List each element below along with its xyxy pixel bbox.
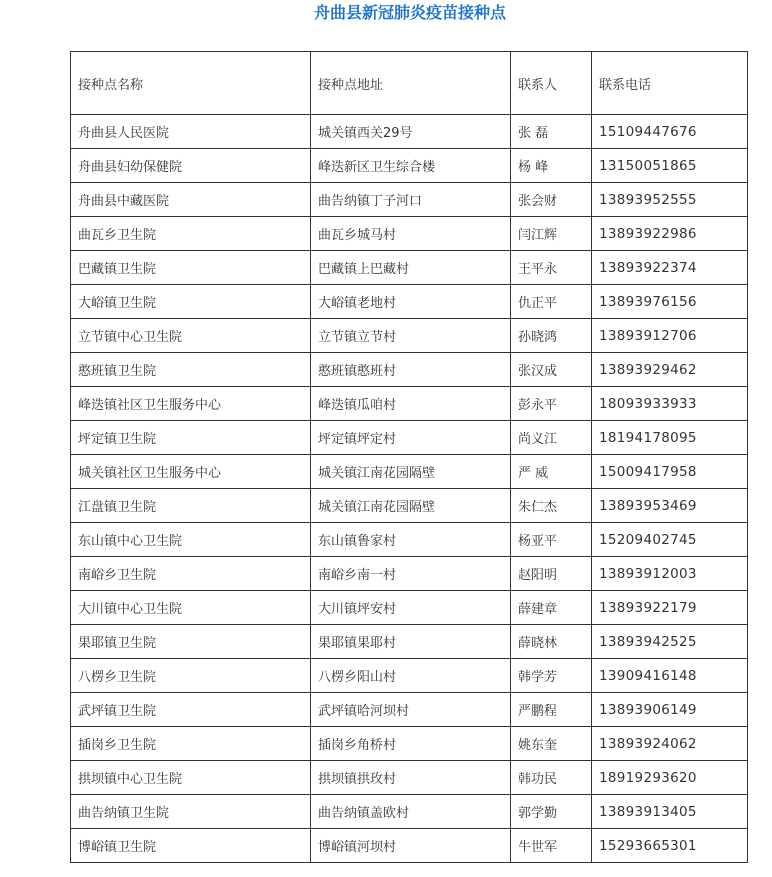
site-address-cell: 南峪乡南一村 — [311, 557, 511, 591]
contact-person-cell: 牛世军 — [511, 829, 592, 863]
contact-person-cell: 张 磊 — [511, 115, 592, 149]
contact-phone-cell: 18194178095 — [592, 421, 748, 455]
site-name-cell: 坪定镇卫生院 — [71, 421, 311, 455]
contact-phone-cell: 13893929462 — [592, 353, 748, 387]
site-address-cell: 插岗乡角桥村 — [311, 727, 511, 761]
contact-person-cell: 严鹏程 — [511, 693, 592, 727]
table-row — [71, 659, 748, 693]
site-name-cell: 舟曲县妇幼保健院 — [71, 149, 311, 183]
table-header-row — [71, 52, 748, 115]
contact-phone-cell: 13893913405 — [592, 795, 748, 829]
contact-phone-cell: 15009417958 — [592, 455, 748, 489]
table-row — [71, 693, 748, 727]
site-name-cell: 江盘镇卫生院 — [71, 489, 311, 523]
contact-person-cell: 姚东奎 — [511, 727, 592, 761]
contact-person-cell: 杨 峰 — [511, 149, 592, 183]
site-name-cell: 曲告纳镇卫生院 — [71, 795, 311, 829]
table-row — [71, 829, 748, 863]
column-header-site-address: 接种点地址 — [311, 52, 511, 115]
contact-person-cell: 杨亚平 — [511, 523, 592, 557]
site-address-cell: 城关镇江南花园隔壁 — [311, 489, 511, 523]
contact-phone-cell: 13893922374 — [592, 251, 748, 285]
contact-person-cell: 赵阳明 — [511, 557, 592, 591]
site-name-cell: 果耶镇卫生院 — [71, 625, 311, 659]
contact-person-cell: 仇正平 — [511, 285, 592, 319]
site-address-cell: 大川镇坪安村 — [311, 591, 511, 625]
table-row — [71, 353, 748, 387]
table-row — [71, 115, 748, 149]
site-name-cell: 舟曲县中藏医院 — [71, 183, 311, 217]
site-name-cell: 拱坝镇中心卫生院 — [71, 761, 311, 795]
table-row — [71, 183, 748, 217]
column-header-contact-phone: 联系电话 — [592, 52, 748, 115]
site-address-cell: 憨班镇憨班村 — [311, 353, 511, 387]
contact-phone-cell: 13893922179 — [592, 591, 748, 625]
contact-phone-cell: 15293665301 — [592, 829, 748, 863]
site-address-cell: 立节镇立节村 — [311, 319, 511, 353]
site-name-cell: 南峪乡卫生院 — [71, 557, 311, 591]
contact-person-cell: 张汉成 — [511, 353, 592, 387]
contact-phone-cell: 13893942525 — [592, 625, 748, 659]
site-address-cell: 拱坝镇拱玫村 — [311, 761, 511, 795]
site-name-cell: 憨班镇卫生院 — [71, 353, 311, 387]
contact-person-cell: 闫江辉 — [511, 217, 592, 251]
contact-phone-cell: 13893912706 — [592, 319, 748, 353]
site-address-cell: 八楞乡阳山村 — [311, 659, 511, 693]
site-address-cell: 曲瓦乡城马村 — [311, 217, 511, 251]
site-name-cell: 插岗乡卫生院 — [71, 727, 311, 761]
vaccination-sites-table — [70, 51, 748, 863]
table-row — [71, 455, 748, 489]
site-name-cell: 武坪镇卫生院 — [71, 693, 311, 727]
contact-phone-cell: 13893912003 — [592, 557, 748, 591]
contact-person-cell: 张会财 — [511, 183, 592, 217]
contact-person-cell: 韩功民 — [511, 761, 592, 795]
site-address-cell: 博峪镇河坝村 — [311, 829, 511, 863]
site-address-cell: 坪定镇坪定村 — [311, 421, 511, 455]
table-row — [71, 251, 748, 285]
contact-person-cell: 韩学芳 — [511, 659, 592, 693]
site-address-cell: 东山镇鲁家村 — [311, 523, 511, 557]
site-address-cell: 果耶镇果耶村 — [311, 625, 511, 659]
site-name-cell: 巴藏镇卫生院 — [71, 251, 311, 285]
site-name-cell: 峰迭镇社区卫生服务中心 — [71, 387, 311, 421]
site-name-cell: 立节镇中心卫生院 — [71, 319, 311, 353]
table-row — [71, 795, 748, 829]
site-name-cell: 大峪镇卫生院 — [71, 285, 311, 319]
table-row — [71, 591, 748, 625]
site-name-cell: 东山镇中心卫生院 — [71, 523, 311, 557]
table-row — [71, 387, 748, 421]
contact-phone-cell: 13893976156 — [592, 285, 748, 319]
contact-person-cell: 薛晓林 — [511, 625, 592, 659]
contact-person-cell: 王平永 — [511, 251, 592, 285]
table-row — [71, 217, 748, 251]
contact-person-cell: 朱仁杰 — [511, 489, 592, 523]
contact-phone-cell: 13150051865 — [592, 149, 748, 183]
table-row — [71, 285, 748, 319]
site-address-cell: 大峪镇老地村 — [311, 285, 511, 319]
site-name-cell: 博峪镇卫生院 — [71, 829, 311, 863]
site-name-cell: 城关镇社区卫生服务中心 — [71, 455, 311, 489]
table-row — [71, 421, 748, 455]
table-row — [71, 319, 748, 353]
site-name-cell: 曲瓦乡卫生院 — [71, 217, 311, 251]
site-address-cell: 曲告纳镇丁子河口 — [311, 183, 511, 217]
site-address-cell: 城关镇江南花园隔壁 — [311, 455, 511, 489]
site-address-cell: 峰迭新区卫生综合楼 — [311, 149, 511, 183]
column-header-contact-person: 联系人 — [511, 52, 592, 115]
table-row — [71, 625, 748, 659]
table-row — [71, 727, 748, 761]
page-title: 舟曲县新冠肺炎疫苗接种点 — [313, 3, 506, 22]
contact-phone-cell: 15109447676 — [592, 115, 748, 149]
contact-phone-cell: 13893906149 — [592, 693, 748, 727]
contact-person-cell: 彭永平 — [511, 387, 592, 421]
contact-phone-cell: 13893922986 — [592, 217, 748, 251]
table-row — [71, 149, 748, 183]
contact-person-cell: 严 威 — [511, 455, 592, 489]
site-address-cell: 曲告纳镇盖欧村 — [311, 795, 511, 829]
table-row — [71, 557, 748, 591]
contact-phone-cell: 13893924062 — [592, 727, 748, 761]
contact-person-cell: 郭学勤 — [511, 795, 592, 829]
table-row — [71, 761, 748, 795]
table-row — [71, 489, 748, 523]
contact-phone-cell: 13893952555 — [592, 183, 748, 217]
site-address-cell: 峰迭镇瓜咱村 — [311, 387, 511, 421]
contact-person-cell: 尚义江 — [511, 421, 592, 455]
site-address-cell: 城关镇西关29号 — [311, 115, 511, 149]
table-row — [71, 523, 748, 557]
contact-phone-cell: 15209402745 — [592, 523, 748, 557]
contact-person-cell: 薛建章 — [511, 591, 592, 625]
contact-person-cell: 孙晓鸿 — [511, 319, 592, 353]
column-header-site-name: 接种点名称 — [71, 52, 311, 115]
site-name-cell: 八楞乡卫生院 — [71, 659, 311, 693]
contact-phone-cell: 13909416148 — [592, 659, 748, 693]
contact-phone-cell: 18093933933 — [592, 387, 748, 421]
site-address-cell: 武坪镇哈河坝村 — [311, 693, 511, 727]
contact-phone-cell: 13893953469 — [592, 489, 748, 523]
contact-phone-cell: 18919293620 — [592, 761, 748, 795]
site-address-cell: 巴藏镇上巴藏村 — [311, 251, 511, 285]
site-name-cell: 舟曲县人民医院 — [71, 115, 311, 149]
site-name-cell: 大川镇中心卫生院 — [71, 591, 311, 625]
